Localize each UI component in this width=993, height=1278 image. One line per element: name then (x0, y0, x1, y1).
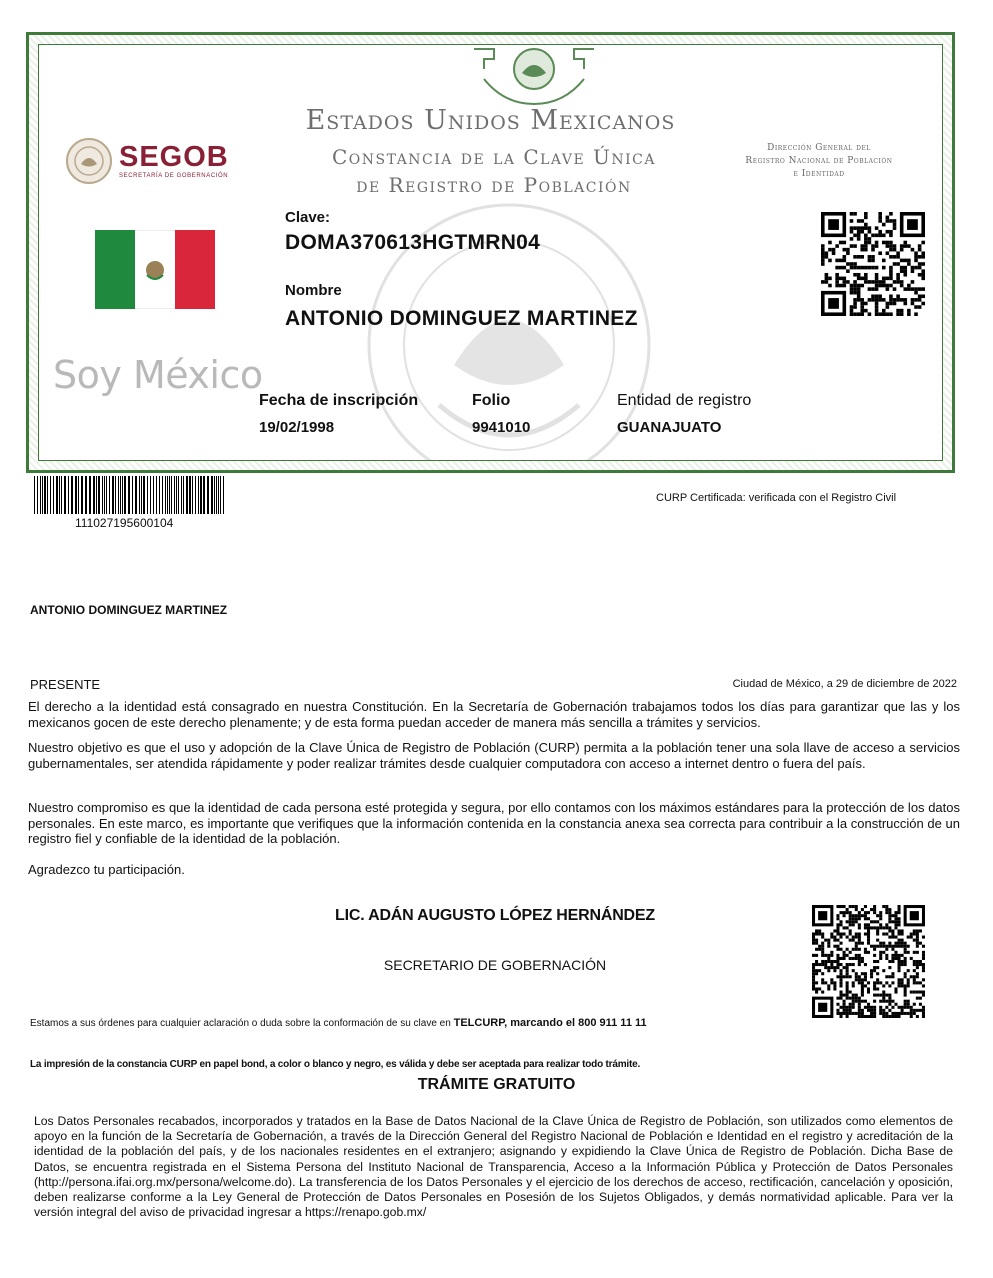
letter-paragraph-3: Nuestro compromiso es que la identidad de cada persona esté protegida y segura, por ello contamos con los máximos estándares para la protección de los datos personales. En este marco, es importante que verifiques que la información contenida en la constancia anexa sea correcta para contribuir a la construcción de un registro fiel y confiable de la identidad de la población. (28, 800, 960, 846)
print-validity-note: La impresión de la constancia CURP en papel bond, a color o blanco y negro, es válida y debe ser aceptada para realizar todo trámite. (30, 1059, 641, 1070)
national-crest-icon (464, 44, 604, 109)
telcurp-phone: TELCURP, marcando el 800 911 11 11 (453, 1017, 647, 1029)
mexican-flag-icon (95, 230, 215, 309)
signer-role: SECRETARIO DE GOBERNACIÓN (383, 957, 607, 973)
document-title-line2: de Registro de Población (356, 173, 632, 197)
signer-name: LIC. ADÁN AUGUSTO LÓPEZ HERNÁNDEZ (335, 907, 655, 924)
segob-logo (65, 137, 229, 185)
document-title-line1: Constancia de la Clave Única (332, 145, 656, 169)
barcode-icon (34, 476, 226, 514)
soy-mexico-slogan: Soy México (53, 353, 263, 397)
privacy-notice: Los Datos Personales recabados, incorporados y tratados en la Base de Datos Nacional de la Clave Única de Registro de Población, son utilizados como elementos de apoyo en la función de la Secretaría de Gobernación, a través de la Dirección General del Registro Nacional de Población e Identidad en el registro y acreditación de la identidad de la población del país, y de los nacionales residentes en el extranjero; asignando y expidiendo la Clave Única de Registro de Población. Dicha Base de Datos, se encuentra registrada en el Sistema Persona del Instituto Nacional de Transparencia, Acceso a la Información Pública y Protección de Datos Personales (http://persona.ifai.org.mx/persona/welcome.do). La transferencia de los Datos Personales y el ejercicio de los derechos de acceso, rectificación, cancelación y oposición, deben realizarse conforme a la Ley General de Protección de Datos Personales en Posesión de los Sujetos Obligados, y demás normatividad aplicable. Para ver la versión integral del aviso de privacidad ingresar a https://renapo.gob.mx/ (34, 1114, 953, 1220)
fecha-inscripcion-label: Fecha de inscripción (259, 392, 419, 409)
curp-certificate-card (26, 32, 955, 473)
contact-note: Estamos a sus órdenes para cualquier aclaración o duda sobre la conformación de su clave en TELCURP, marcando el 800 911 11 11 (30, 1017, 647, 1029)
letter-paragraph-2: Nuestro objetivo es que el uso y adopción de la Clave Única de Registro de Población (CURP) permita a la población tener una sola llave de acceso a servicios gubernamentales, ser atendida rápidamente y poder realizar trámites desde cualquier computadora con acceso a internet dentro o fuera del país. (28, 740, 960, 771)
qr-code-icon (821, 212, 925, 316)
clave-value: DOMA370613HGTMRN04 (285, 231, 541, 254)
clave-label: Clave: (285, 209, 331, 226)
certificate-inner-panel (38, 44, 943, 461)
letter-addressee: ANTONIO DOMINGUEZ MARTINEZ (30, 603, 228, 617)
dgrnpi-heading: Dirección General del Registro Nacional de Población e Identidad (745, 143, 893, 179)
letter-paragraph-1: El derecho a la identidad está consagrado en nuestra Constitución. En la Secretaría de Gobernación trabajamos todos los días para garantizar que las y los mexicanos gocen de este derecho plenamente; y de esta forma puedan acceder de manera más sencilla a trámites y servicios. (28, 699, 960, 730)
folio-label: Folio (472, 392, 511, 409)
letter-place-date: Ciudad de México, a 29 de diciembre de 2022 (732, 678, 957, 690)
segob-description: SECRETARÍA DE GOBERNACIÓN (119, 173, 229, 179)
flag-emblem-icon (135, 231, 175, 310)
qr-code-icon (812, 905, 925, 1018)
nombre-label: Nombre (285, 282, 342, 299)
nombre-value: ANTONIO DOMINGUEZ MARTINEZ (285, 307, 638, 330)
folio-value: 9941010 (472, 419, 531, 436)
fecha-inscripcion-value: 19/02/1998 (259, 419, 335, 436)
letter-paragraph-4: Agradezco tu participación. (28, 862, 185, 877)
segob-seal-icon (65, 137, 113, 185)
free-procedure-title: TRÁMITE GRATUITO (417, 1076, 576, 1093)
entidad-registro-value: GUANAJUATO (617, 419, 722, 436)
curp-certified-note: CURP Certificada: verificada con el Registro Civil (656, 492, 897, 504)
country-title: Estados Unidos Mexicanos (305, 105, 676, 136)
letter-presente: PRESENTE (30, 677, 101, 692)
segob-name: SEGOB (119, 141, 229, 173)
barcode-number: 111027195600104 (75, 516, 174, 530)
entidad-registro-label: Entidad de registro (617, 392, 752, 409)
